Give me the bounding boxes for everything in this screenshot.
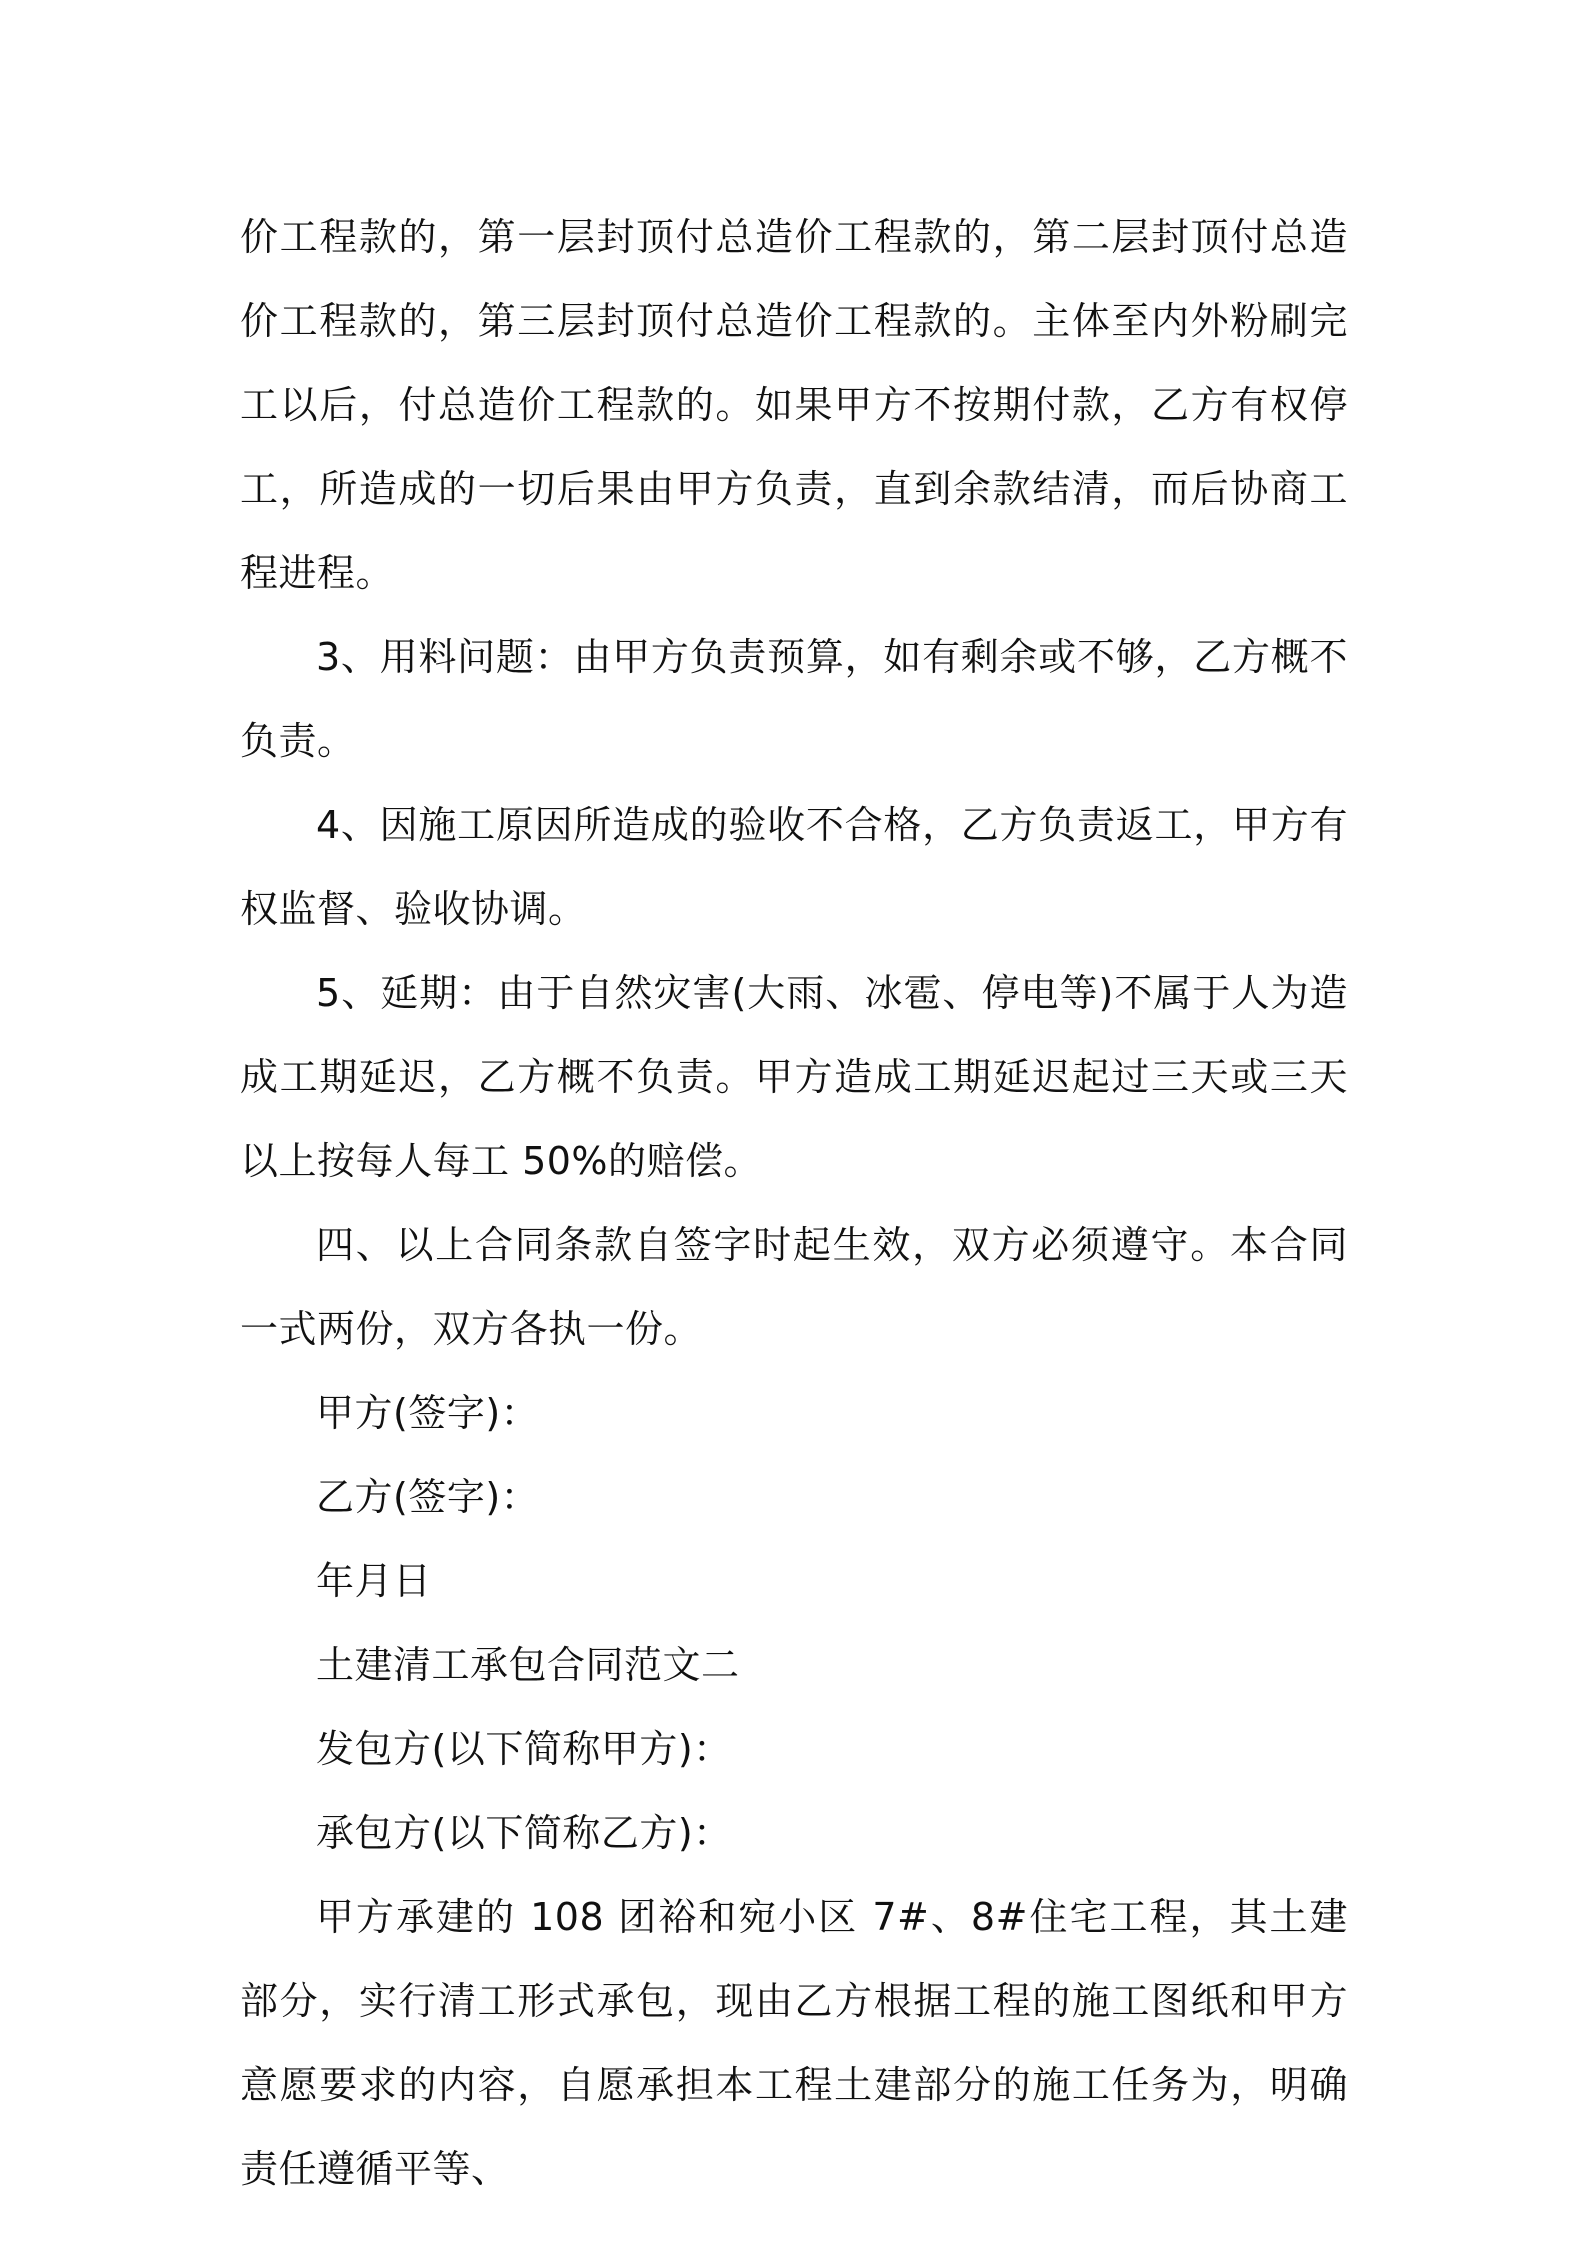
paragraph-payment-terms: 价工程款的，第一层封顶付总造价工程款的，第二层封顶付总造价工程款的，第三层封顶付总造价工程款的。主体至内外粉刷完工以后，付总造价工程款的。如果甲方不按期付款，乙方有权停工，所造成的一切后果由甲方负责，直到余款结清，而后协商工程进程。 xyxy=(240,215,1348,595)
party-b-signature-line: 乙方(签字)： xyxy=(316,1475,540,1519)
date-line: 年月日 xyxy=(316,1559,432,1603)
party-a-signature-line: 甲方(签字)： xyxy=(316,1391,540,1435)
second-contract-intro: 甲方承建的 108 团裕和宛小区 7#、8#住宅工程，其土建部分，实行清工形式承包，现由乙方根据工程的施工图纸和甲方意愿要求的内容，自愿承担本工程土建部分的施工任务为，明确责任遵循平等、 xyxy=(240,1895,1348,2191)
employer-line: 发包方(以下简称甲方)： xyxy=(316,1727,732,1771)
contractor-line: 承包方(以下简称乙方)： xyxy=(316,1811,732,1855)
second-contract-title: 土建清工承包合同范文二 xyxy=(316,1643,740,1687)
document-body xyxy=(240,195,1348,2211)
paragraph-acceptance: 4、因施工原因所造成的验收不合格，乙方负责返工，甲方有权监督、验收协调。 xyxy=(240,803,1348,931)
paragraph-materials: 3、用料问题：由甲方负责预算，如有剩余或不够，乙方概不负责。 xyxy=(240,635,1348,763)
paragraph-effectiveness: 四、以上合同条款自签字时起生效，双方必须遵守。本合同一式两份，双方各执一份。 xyxy=(240,1223,1348,1351)
paragraph-delay: 5、延期：由于自然灾害(大雨、冰雹、停电等)不属于人为造成工期延迟，乙方概不负责。甲方造成工期延迟起过三天或三天以上按每人每工 50%的赔偿。 xyxy=(240,971,1348,1183)
